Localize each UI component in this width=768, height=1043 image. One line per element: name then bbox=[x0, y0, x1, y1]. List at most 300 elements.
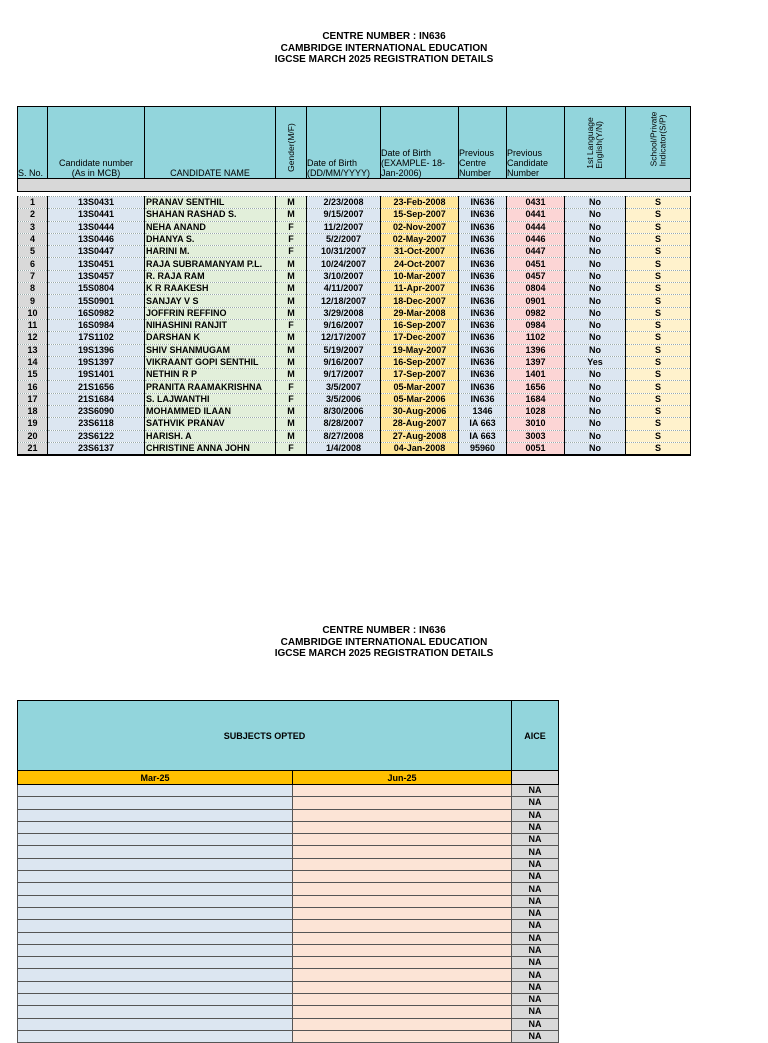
table-row bbox=[18, 197, 691, 209]
cell-prev-centre: IN636 bbox=[459, 356, 507, 368]
col-sno-header: S. No. bbox=[18, 107, 48, 179]
jun-subject-cell bbox=[293, 1018, 512, 1030]
table-row bbox=[18, 295, 691, 307]
cell-prev-centre: 1346 bbox=[459, 406, 507, 418]
cell-gender: F bbox=[276, 393, 307, 405]
cell-prev-centre: IN636 bbox=[459, 381, 507, 393]
aice-cell: NA bbox=[512, 920, 559, 932]
mar-subject-cell bbox=[18, 883, 293, 895]
jun-25-header: Jun-25 bbox=[293, 771, 512, 785]
cell-prev-centre: IN636 bbox=[459, 246, 507, 258]
cell-dob-example: 10-Mar-2007 bbox=[381, 270, 459, 282]
cell-sno: 13 bbox=[18, 344, 48, 356]
mar-subject-cell bbox=[18, 981, 293, 993]
cell-dob: 10/24/2007 bbox=[307, 258, 381, 270]
cell-school-private: S bbox=[626, 283, 691, 295]
subjects-opted-header: SUBJECTS OPTED bbox=[18, 701, 512, 771]
table-row bbox=[18, 381, 691, 393]
mar-subject-cell bbox=[18, 957, 293, 969]
table-row bbox=[18, 442, 691, 455]
cell-first-language: No bbox=[565, 332, 626, 344]
subject-row bbox=[18, 785, 559, 797]
cell-school-private: S bbox=[626, 270, 691, 282]
cell-dob: 8/28/2007 bbox=[307, 418, 381, 430]
cell-prev-candidate: 0446 bbox=[507, 233, 565, 245]
cell-prev-candidate: 1028 bbox=[507, 406, 565, 418]
jun-subject-cell bbox=[293, 932, 512, 944]
cell-prev-centre: IN636 bbox=[459, 270, 507, 282]
mar-subject-cell bbox=[18, 895, 293, 907]
cell-prev-candidate: 0804 bbox=[507, 283, 565, 295]
table-row bbox=[18, 369, 691, 381]
cell-gender: M bbox=[276, 258, 307, 270]
jun-subject-cell bbox=[293, 957, 512, 969]
cell-first-language: No bbox=[565, 246, 626, 258]
cell-prev-centre: IN636 bbox=[459, 209, 507, 221]
table-row bbox=[18, 430, 691, 442]
aice-cell: NA bbox=[512, 1006, 559, 1018]
table-row bbox=[18, 270, 691, 282]
cell-prev-candidate: 1396 bbox=[507, 344, 565, 356]
mar-subject-cell bbox=[18, 1018, 293, 1030]
aice-cell: NA bbox=[512, 957, 559, 969]
table-row bbox=[18, 319, 691, 331]
mar-subject-cell bbox=[18, 1006, 293, 1018]
cell-dob-example: 19-May-2007 bbox=[381, 344, 459, 356]
cell-candidate-number: 13S0446 bbox=[48, 233, 145, 245]
jun-subject-cell bbox=[293, 944, 512, 956]
cell-prev-centre: IN636 bbox=[459, 295, 507, 307]
cell-candidate-number: 21S1656 bbox=[48, 381, 145, 393]
cell-school-private: S bbox=[626, 197, 691, 209]
cell-school-private: S bbox=[626, 307, 691, 319]
table-row bbox=[18, 307, 691, 319]
cell-candidate-number: 13S0451 bbox=[48, 258, 145, 270]
mar-subject-cell bbox=[18, 797, 293, 809]
aice-cell: NA bbox=[512, 871, 559, 883]
mar-subject-cell bbox=[18, 809, 293, 821]
subject-row bbox=[18, 932, 559, 944]
aice-cell: NA bbox=[512, 994, 559, 1006]
cell-prev-candidate: 1102 bbox=[507, 332, 565, 344]
subject-row bbox=[18, 957, 559, 969]
table-row bbox=[18, 393, 691, 405]
col-prev-candidate-header: Previous Candidate Number bbox=[507, 107, 565, 179]
subject-row bbox=[18, 994, 559, 1006]
jun-subject-cell bbox=[293, 821, 512, 833]
cell-candidate-name: NIHASHINI RANJIT bbox=[145, 319, 276, 331]
cell-candidate-number: 16S0982 bbox=[48, 307, 145, 319]
cell-sno: 11 bbox=[18, 319, 48, 331]
cell-school-private: S bbox=[626, 332, 691, 344]
cell-candidate-name: DHANYA S. bbox=[145, 233, 276, 245]
cell-first-language: No bbox=[565, 381, 626, 393]
cell-prev-centre: IN636 bbox=[459, 319, 507, 331]
mar-subject-cell bbox=[18, 846, 293, 858]
org-title: CAMBRIDGE INTERNATIONAL EDUCATION bbox=[280, 42, 488, 54]
cell-sno: 5 bbox=[18, 246, 48, 258]
aice-cell: NA bbox=[512, 1030, 559, 1042]
cell-dob-example: 30-Aug-2006 bbox=[381, 406, 459, 418]
mar-subject-cell bbox=[18, 932, 293, 944]
jun-subject-cell bbox=[293, 920, 512, 932]
cell-prev-candidate: 3010 bbox=[507, 418, 565, 430]
cell-school-private: S bbox=[626, 295, 691, 307]
cell-dob: 3/5/2007 bbox=[307, 381, 381, 393]
cell-candidate-number: 15S0901 bbox=[48, 295, 145, 307]
registration-table bbox=[17, 106, 691, 456]
aice-cell: NA bbox=[512, 895, 559, 907]
aice-cell: NA bbox=[512, 858, 559, 870]
cell-sno: 2 bbox=[18, 209, 48, 221]
cell-gender: M bbox=[276, 209, 307, 221]
cell-first-language: Yes bbox=[565, 356, 626, 368]
cell-candidate-name: DARSHAN K bbox=[145, 332, 276, 344]
cell-dob-example: 29-Mar-2008 bbox=[381, 307, 459, 319]
cell-school-private: S bbox=[626, 442, 691, 455]
cell-first-language: No bbox=[565, 258, 626, 270]
cell-first-language: No bbox=[565, 270, 626, 282]
cell-sno: 19 bbox=[18, 418, 48, 430]
cell-school-private: S bbox=[626, 258, 691, 270]
cell-first-language: No bbox=[565, 197, 626, 209]
cell-gender: F bbox=[276, 319, 307, 331]
cell-first-language: No bbox=[565, 233, 626, 245]
subject-row bbox=[18, 944, 559, 956]
cell-school-private: S bbox=[626, 209, 691, 221]
cell-candidate-name: VIKRAANT GOPI SENTHIL bbox=[145, 356, 276, 368]
cell-first-language: No bbox=[565, 283, 626, 295]
cell-dob: 1/4/2008 bbox=[307, 442, 381, 455]
table-row bbox=[18, 332, 691, 344]
aice-cell: NA bbox=[512, 969, 559, 981]
cell-first-language: No bbox=[565, 418, 626, 430]
table-row bbox=[18, 356, 691, 368]
cell-dob-example: 16-Sep-2007 bbox=[381, 319, 459, 331]
cell-gender: M bbox=[276, 406, 307, 418]
subject-row bbox=[18, 1006, 559, 1018]
aice-cell: NA bbox=[512, 809, 559, 821]
cell-sno: 7 bbox=[18, 270, 48, 282]
cell-prev-candidate: 1401 bbox=[507, 369, 565, 381]
cell-school-private: S bbox=[626, 344, 691, 356]
subject-row bbox=[18, 858, 559, 870]
cell-candidate-number: 19S1396 bbox=[48, 344, 145, 356]
cell-dob: 11/2/2007 bbox=[307, 221, 381, 233]
cell-dob: 3/10/2007 bbox=[307, 270, 381, 282]
cell-dob-example: 27-Aug-2008 bbox=[381, 430, 459, 442]
table-row bbox=[18, 344, 691, 356]
aice-cell: NA bbox=[512, 834, 559, 846]
cell-gender: M bbox=[276, 369, 307, 381]
subject-row bbox=[18, 846, 559, 858]
cell-candidate-number: 13S0457 bbox=[48, 270, 145, 282]
cell-dob: 12/17/2007 bbox=[307, 332, 381, 344]
cell-gender: F bbox=[276, 221, 307, 233]
cell-gender: M bbox=[276, 332, 307, 344]
col-dob-example-header: Date of Birth (EXAMPLE- 18- Jan-2006) bbox=[381, 107, 459, 179]
cell-dob: 5/19/2007 bbox=[307, 344, 381, 356]
mar-subject-cell bbox=[18, 907, 293, 919]
cell-gender: M bbox=[276, 356, 307, 368]
cell-sno: 12 bbox=[18, 332, 48, 344]
cell-candidate-number: 13S0447 bbox=[48, 246, 145, 258]
cell-dob: 5/2/2007 bbox=[307, 233, 381, 245]
jun-subject-cell bbox=[293, 858, 512, 870]
cell-gender: M bbox=[276, 430, 307, 442]
cell-dob: 10/31/2007 bbox=[307, 246, 381, 258]
cell-gender: F bbox=[276, 381, 307, 393]
cell-candidate-name: HARINI M. bbox=[145, 246, 276, 258]
cell-dob: 8/30/2006 bbox=[307, 406, 381, 418]
cell-prev-centre: IN636 bbox=[459, 307, 507, 319]
cell-sno: 6 bbox=[18, 258, 48, 270]
subject-row bbox=[18, 871, 559, 883]
aice-cell: NA bbox=[512, 944, 559, 956]
aice-cell: NA bbox=[512, 907, 559, 919]
mar-25-header: Mar-25 bbox=[18, 771, 293, 785]
jun-subject-cell bbox=[293, 969, 512, 981]
cell-candidate-number: 23S6090 bbox=[48, 406, 145, 418]
jun-subject-cell bbox=[293, 994, 512, 1006]
jun-subject-cell bbox=[293, 883, 512, 895]
cell-candidate-number: 13S0431 bbox=[48, 197, 145, 209]
cell-candidate-name: SHIV SHANMUGAM bbox=[145, 344, 276, 356]
cell-prev-candidate: 0901 bbox=[507, 295, 565, 307]
cell-first-language: No bbox=[565, 369, 626, 381]
cell-dob: 9/17/2007 bbox=[307, 369, 381, 381]
cell-prev-centre: IN636 bbox=[459, 258, 507, 270]
cell-candidate-number: 13S0441 bbox=[48, 209, 145, 221]
jun-subject-cell bbox=[293, 1030, 512, 1042]
mar-subject-cell bbox=[18, 944, 293, 956]
cell-sno: 17 bbox=[18, 393, 48, 405]
jun-subject-cell bbox=[293, 785, 512, 797]
cell-candidate-number: 17S1102 bbox=[48, 332, 145, 344]
cell-school-private: S bbox=[626, 221, 691, 233]
cell-prev-candidate: 0051 bbox=[507, 442, 565, 455]
page-header-top bbox=[0, 31, 768, 66]
jun-subject-cell bbox=[293, 809, 512, 821]
aice-header: AICE bbox=[512, 701, 559, 771]
cell-school-private: S bbox=[626, 319, 691, 331]
cell-prev-candidate: 1684 bbox=[507, 393, 565, 405]
cell-gender: M bbox=[276, 307, 307, 319]
cell-sno: 1 bbox=[18, 197, 48, 209]
table-row bbox=[18, 406, 691, 418]
cell-first-language: No bbox=[565, 406, 626, 418]
cell-dob-example: 31-Oct-2007 bbox=[381, 246, 459, 258]
subject-row bbox=[18, 883, 559, 895]
org-title-2: CAMBRIDGE INTERNATIONAL EDUCATION bbox=[280, 636, 488, 648]
cell-candidate-number: 21S1684 bbox=[48, 393, 145, 405]
cell-dob: 9/16/2007 bbox=[307, 319, 381, 331]
cell-candidate-number: 13S0444 bbox=[48, 221, 145, 233]
jun-subject-cell bbox=[293, 907, 512, 919]
cell-prev-centre: IN636 bbox=[459, 344, 507, 356]
mar-subject-cell bbox=[18, 920, 293, 932]
cell-sno: 4 bbox=[18, 233, 48, 245]
cell-sno: 9 bbox=[18, 295, 48, 307]
cell-prev-centre: IN636 bbox=[459, 283, 507, 295]
registration-title: IGCSE MARCH 2025 REGISTRATION DETAILS bbox=[274, 54, 494, 65]
col-dob-header: Date of Birth (DD/MM/YYYY) bbox=[307, 107, 381, 179]
cell-dob-example: 04-Jan-2008 bbox=[381, 442, 459, 455]
col-language-header: 1st Language English(Y/N) bbox=[565, 107, 626, 179]
cell-gender: F bbox=[276, 233, 307, 245]
aice-cell: NA bbox=[512, 1018, 559, 1030]
cell-sno: 8 bbox=[18, 283, 48, 295]
subject-row bbox=[18, 834, 559, 846]
cell-prev-candidate: 0982 bbox=[507, 307, 565, 319]
cell-dob-example: 02-May-2007 bbox=[381, 233, 459, 245]
cell-first-language: No bbox=[565, 295, 626, 307]
mar-subject-cell bbox=[18, 994, 293, 1006]
cell-sno: 3 bbox=[18, 221, 48, 233]
cell-gender: M bbox=[276, 270, 307, 282]
cell-prev-centre: IN636 bbox=[459, 233, 507, 245]
cell-prev-centre: IA 663 bbox=[459, 430, 507, 442]
cell-candidate-name: MOHAMMED ILAAN bbox=[145, 406, 276, 418]
cell-candidate-name: SANJAY V S bbox=[145, 295, 276, 307]
cell-candidate-name: S. LAJWANTHI bbox=[145, 393, 276, 405]
cell-first-language: No bbox=[565, 221, 626, 233]
cell-sno: 21 bbox=[18, 442, 48, 455]
subject-row bbox=[18, 797, 559, 809]
cell-school-private: S bbox=[626, 418, 691, 430]
cell-dob: 12/18/2007 bbox=[307, 295, 381, 307]
cell-dob-example: 24-Oct-2007 bbox=[381, 258, 459, 270]
subject-row bbox=[18, 809, 559, 821]
cell-prev-centre: IN636 bbox=[459, 393, 507, 405]
mar-subject-cell bbox=[18, 785, 293, 797]
table-row bbox=[18, 246, 691, 258]
cell-dob-example: 15-Sep-2007 bbox=[381, 209, 459, 221]
jun-subject-cell bbox=[293, 797, 512, 809]
cell-candidate-number: 23S6118 bbox=[48, 418, 145, 430]
mar-subject-cell bbox=[18, 871, 293, 883]
cell-dob-example: 17-Sep-2007 bbox=[381, 369, 459, 381]
subject-row bbox=[18, 1018, 559, 1030]
cell-first-language: No bbox=[565, 442, 626, 455]
cell-candidate-name: RAJA SUBRAMANYAM P.L. bbox=[145, 258, 276, 270]
cell-candidate-name: SATHVIK PRANAV bbox=[145, 418, 276, 430]
cell-dob-example: 05-Mar-2007 bbox=[381, 381, 459, 393]
cell-dob: 9/15/2007 bbox=[307, 209, 381, 221]
cell-school-private: S bbox=[626, 246, 691, 258]
cell-prev-candidate: 0444 bbox=[507, 221, 565, 233]
table-row bbox=[18, 233, 691, 245]
cell-candidate-name: NEHA ANAND bbox=[145, 221, 276, 233]
cell-first-language: No bbox=[565, 393, 626, 405]
cell-first-language: No bbox=[565, 307, 626, 319]
col-candidate-name-header: CANDIDATE NAME bbox=[145, 107, 276, 179]
cell-sno: 20 bbox=[18, 430, 48, 442]
cell-dob: 3/29/2008 bbox=[307, 307, 381, 319]
cell-candidate-name: K R RAAKESH bbox=[145, 283, 276, 295]
cell-dob-example: 11-Apr-2007 bbox=[381, 283, 459, 295]
cell-first-language: No bbox=[565, 430, 626, 442]
table-row bbox=[18, 221, 691, 233]
cell-prev-candidate: 0984 bbox=[507, 319, 565, 331]
table-row bbox=[18, 418, 691, 430]
cell-dob-example: 28-Aug-2007 bbox=[381, 418, 459, 430]
cell-prev-centre: 95960 bbox=[459, 442, 507, 455]
col-gender-header: Gender(M/F) bbox=[276, 107, 307, 179]
col-candidate-number-header: Candidate number (As in MCB) bbox=[48, 107, 145, 179]
subject-row bbox=[18, 969, 559, 981]
aice-cell: NA bbox=[512, 883, 559, 895]
cell-school-private: S bbox=[626, 393, 691, 405]
cell-prev-centre: IA 663 bbox=[459, 418, 507, 430]
cell-candidate-number: 16S0984 bbox=[48, 319, 145, 331]
cell-gender: M bbox=[276, 418, 307, 430]
aice-cell: NA bbox=[512, 821, 559, 833]
cell-dob: 8/27/2008 bbox=[307, 430, 381, 442]
subject-row bbox=[18, 895, 559, 907]
cell-school-private: S bbox=[626, 381, 691, 393]
cell-gender: M bbox=[276, 295, 307, 307]
cell-school-private: S bbox=[626, 406, 691, 418]
cell-sno: 15 bbox=[18, 369, 48, 381]
col-school-private-header: School/Private Indicator(S/P) bbox=[626, 107, 691, 179]
subject-row bbox=[18, 981, 559, 993]
cell-sno: 10 bbox=[18, 307, 48, 319]
mar-subject-cell bbox=[18, 858, 293, 870]
page-header-bottom bbox=[0, 625, 768, 660]
cell-candidate-name: NETHIN R P bbox=[145, 369, 276, 381]
jun-subject-cell bbox=[293, 981, 512, 993]
table-row bbox=[18, 258, 691, 270]
cell-candidate-number: 23S6122 bbox=[48, 430, 145, 442]
cell-first-language: No bbox=[565, 209, 626, 221]
cell-candidate-name: JOFFRIN REFFINO bbox=[145, 307, 276, 319]
cell-candidate-name: PRANAV SENTHIL bbox=[145, 197, 276, 209]
cell-dob-example: 17-Dec-2007 bbox=[381, 332, 459, 344]
subject-row bbox=[18, 907, 559, 919]
aice-cell: NA bbox=[512, 846, 559, 858]
cell-sno: 18 bbox=[18, 406, 48, 418]
cell-candidate-number: 19S1397 bbox=[48, 356, 145, 368]
mar-subject-cell bbox=[18, 1030, 293, 1042]
jun-subject-cell bbox=[293, 1006, 512, 1018]
cell-gender: M bbox=[276, 283, 307, 295]
mar-subject-cell bbox=[18, 969, 293, 981]
cell-prev-centre: IN636 bbox=[459, 332, 507, 344]
cell-prev-centre: IN636 bbox=[459, 369, 507, 381]
cell-school-private: S bbox=[626, 233, 691, 245]
subject-row bbox=[18, 920, 559, 932]
cell-gender: M bbox=[276, 197, 307, 209]
cell-candidate-number: 19S1401 bbox=[48, 369, 145, 381]
cell-gender: F bbox=[276, 442, 307, 455]
cell-gender: M bbox=[276, 344, 307, 356]
cell-prev-candidate: 0457 bbox=[507, 270, 565, 282]
aice-cell: NA bbox=[512, 932, 559, 944]
cell-first-language: No bbox=[565, 319, 626, 331]
mar-subject-cell bbox=[18, 821, 293, 833]
subject-row bbox=[18, 821, 559, 833]
cell-candidate-name: CHRISTINE ANNA JOHN bbox=[145, 442, 276, 455]
cell-dob: 3/5/2006 bbox=[307, 393, 381, 405]
cell-school-private: S bbox=[626, 430, 691, 442]
cell-candidate-name: SHAHAN RASHAD S. bbox=[145, 209, 276, 221]
cell-prev-candidate: 1656 bbox=[507, 381, 565, 393]
cell-gender: F bbox=[276, 246, 307, 258]
cell-dob: 9/16/2007 bbox=[307, 356, 381, 368]
cell-prev-candidate: 0431 bbox=[507, 197, 565, 209]
registration-title-2: IGCSE MARCH 2025 REGISTRATION DETAILS bbox=[274, 648, 494, 659]
